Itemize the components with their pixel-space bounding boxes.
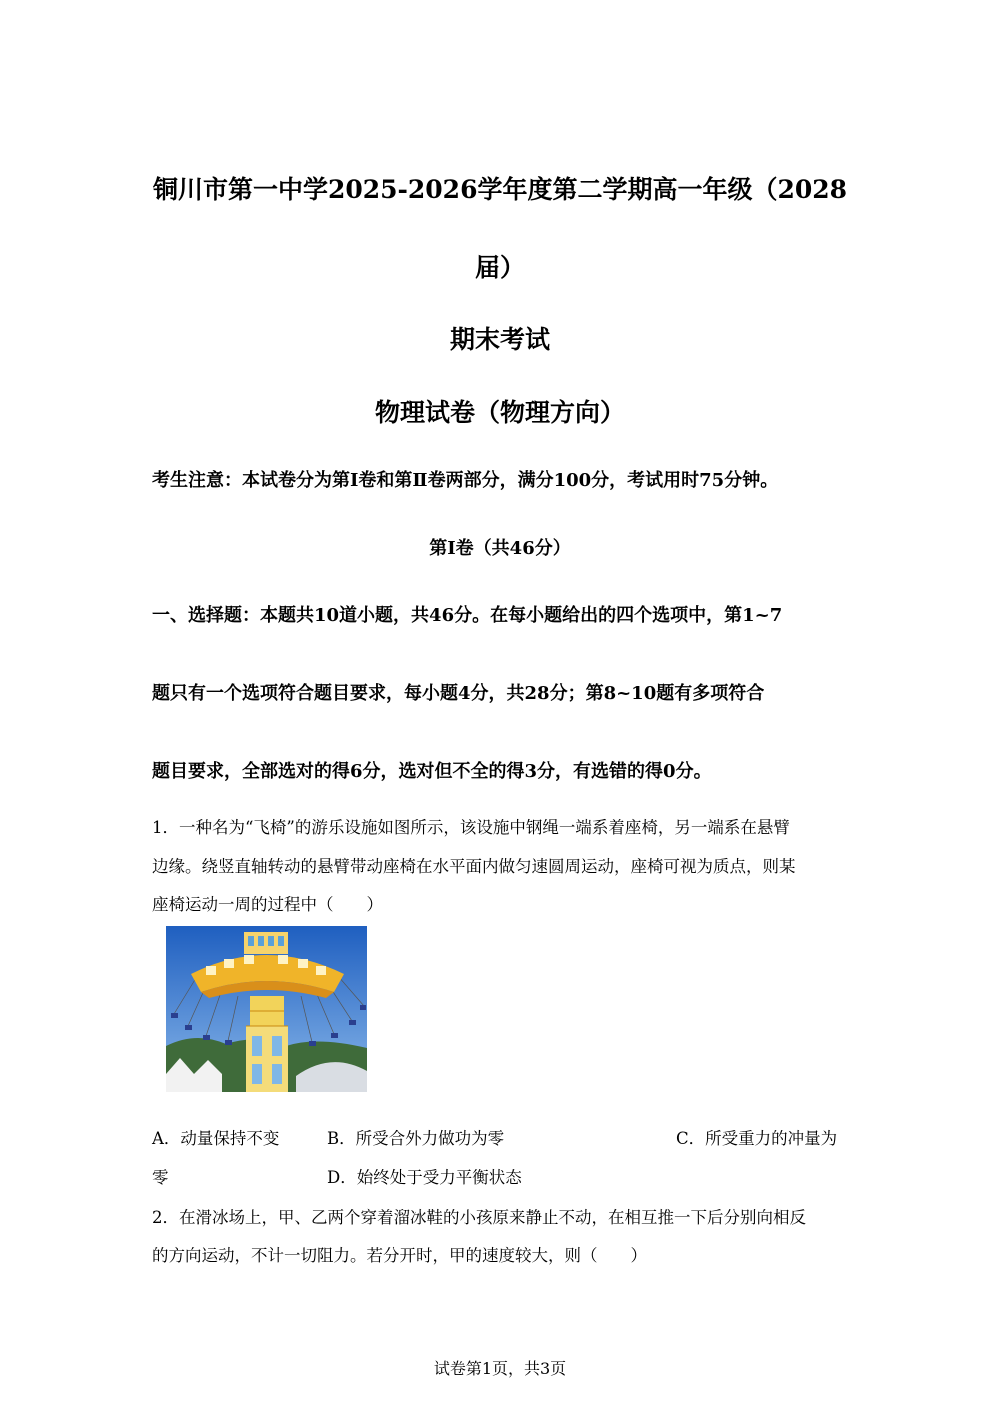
candidate-notice: 考生注意：本试卷分为第Ⅰ卷和第Ⅱ卷两部分，满分100分，考试用时75分钟。 bbox=[152, 470, 779, 491]
page-footer: 试卷第1页，共3页 bbox=[433, 1359, 567, 1378]
question1-option-a: A．动量保持不变 bbox=[152, 1129, 280, 1148]
question2-line1: 2．在滑冰场上，甲、乙两个穿着溜冰鞋的小孩原来静止不动，在相互推一下后分别向相反 bbox=[152, 1208, 806, 1227]
exam-name: 期末考试 bbox=[449, 325, 550, 354]
swing-ride-figure bbox=[166, 926, 367, 1092]
exam-title-line2: 届） bbox=[474, 253, 525, 282]
question1-line3: 座椅运动一周的过程中（ ） bbox=[152, 895, 383, 914]
part1-title: 第Ⅰ卷（共46分） bbox=[429, 538, 571, 559]
section1-instructions-line1: 一、选择题：本题共10道小题，共46分。在每小题给出的四个选项中，第1~7 bbox=[152, 605, 783, 626]
question1-option-b: B．所受合外力做功为零 bbox=[327, 1129, 505, 1148]
question1-line2: 边缘。绕竖直轴转动的悬臂带动座椅在水平面内做匀速圆周运动，座椅可视为质点，则某 bbox=[152, 857, 796, 876]
question1-option-c-continued: 零 bbox=[152, 1168, 169, 1187]
section1-instructions-line3: 题目要求，全部选对的得6分，选对但不全的得3分，有选错的得0分。 bbox=[152, 761, 712, 782]
question1-option-d: D．始终处于受力平衡状态 bbox=[327, 1168, 522, 1187]
question1-line1: 1．一种名为“飞椅”的游乐设施如图所示，该设施中钢绳一端系着座椅，另一端系在悬臂 bbox=[152, 818, 790, 837]
section1-instructions-line2: 题只有一个选项符合题目要求，每小题4分，共28分；第8~10题有多项符合 bbox=[152, 683, 765, 704]
question1-option-c: C．所受重力的冲量为 bbox=[676, 1129, 838, 1148]
exam-title-line1: 铜川市第一中学2025-2026学年度第二学期高一年级（2028 bbox=[152, 175, 848, 204]
question2-line2: 的方向运动，不计一切阻力。若分开时，甲的速度较大，则（ ） bbox=[152, 1246, 647, 1265]
paper-name: 物理试卷（物理方向） bbox=[374, 398, 625, 427]
